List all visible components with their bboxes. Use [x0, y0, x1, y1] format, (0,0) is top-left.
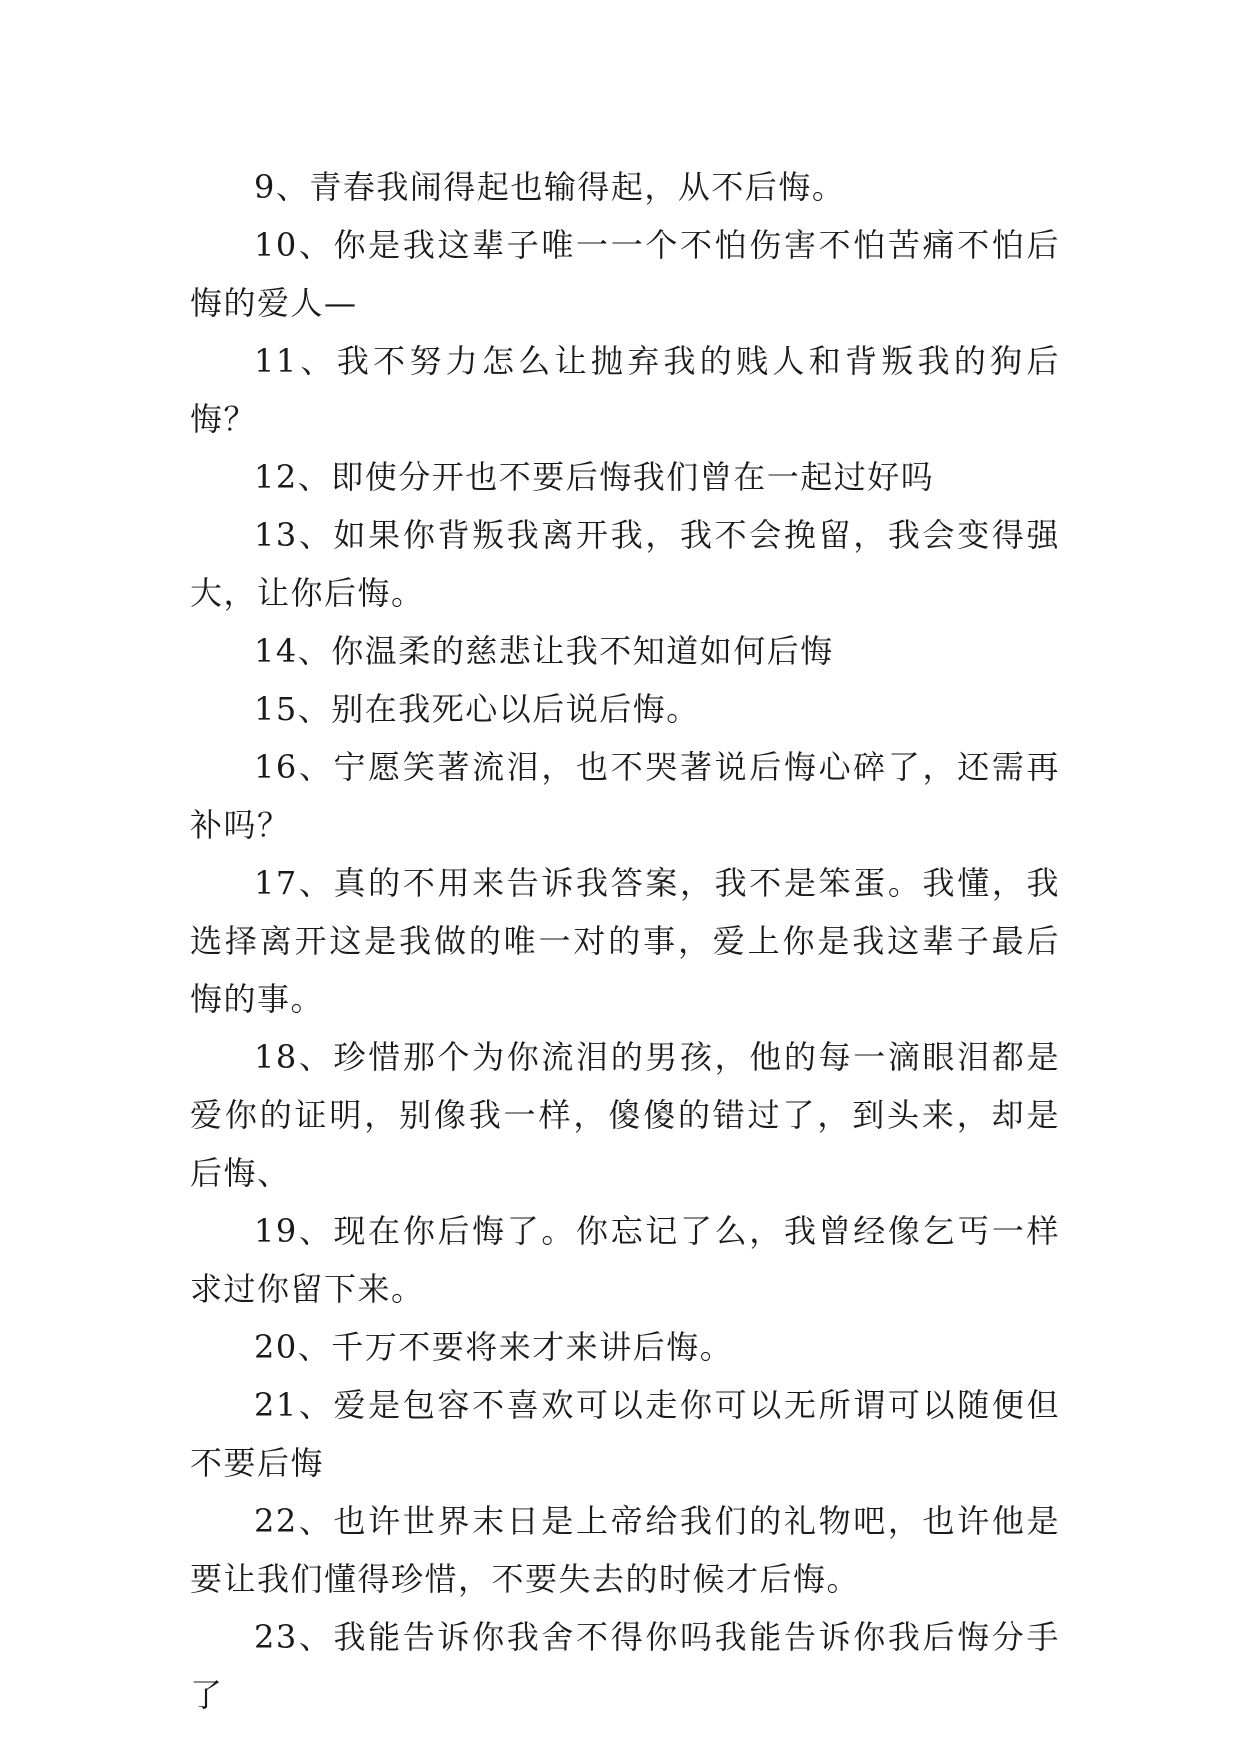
paragraph-20: 20、千万不要将来才来讲后悔。 — [254, 1328, 734, 1366]
paragraph-17: 17、真的不用来告诉我答案，我不是笨蛋。我懂，我选择离开这是我做的唯一对的事，爱上你是我这辈子最后悔的事。 — [190, 864, 1060, 1018]
paragraph-21: 21、爱是包容不喜欢可以走你可以无所谓可以随便但不要后悔 — [190, 1386, 1060, 1482]
paragraph-10: 10、你是我这辈子唯一一个不怕伤害不怕苦痛不怕后悔的爱人— — [190, 226, 1060, 322]
paragraph-23: 23、我能告诉你我舍不得你吗我能告诉你我后悔分手了 — [190, 1618, 1060, 1714]
paragraph-18: 18、珍惜那个为你流泪的男孩，他的每一滴眼泪都是爱你的证明，别像我一样，傻傻的错过了，到头来，却是后悔、 — [190, 1038, 1060, 1192]
paragraph-19: 19、现在你后悔了。你忘记了么，我曾经像乞丐一样求过你留下来。 — [190, 1212, 1060, 1308]
paragraph-12: 12、即使分开也不要后悔我们曾在一起过好吗 — [254, 458, 935, 496]
paragraph-9: 9、青春我闹得起也输得起，从不后悔。 — [254, 168, 846, 206]
paragraph-22: 22、也许世界末日是上帝给我们的礼物吧，也许他是要让我们懂得珍惜，不要失去的时候才后悔。 — [190, 1502, 1060, 1598]
paragraph-16: 16、宁愿笑著流泪，也不哭著说后悔心碎了，还需再补吗？ — [190, 748, 1060, 844]
paragraph-11: 11、我不努力怎么让抛弃我的贱人和背叛我的狗后悔？ — [190, 342, 1060, 438]
document-body — [190, 158, 1060, 1724]
paragraph-13: 13、如果你背叛我离开我，我不会挽留，我会变得强大，让你后悔。 — [190, 516, 1060, 612]
paragraph-14: 14、你温柔的慈悲让我不知道如何后悔 — [254, 632, 834, 670]
paragraph-15: 15、别在我死心以后说后悔。 — [254, 690, 700, 728]
